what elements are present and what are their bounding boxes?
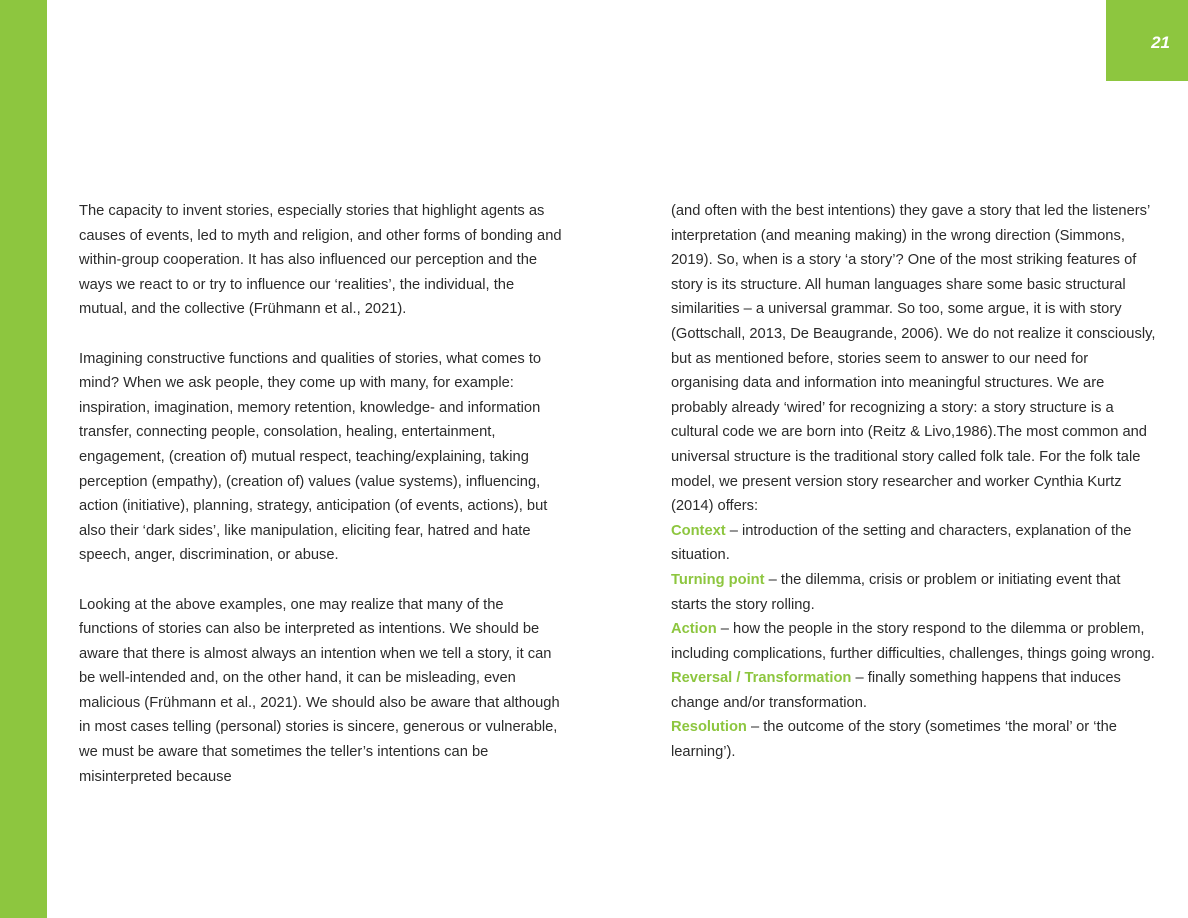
paragraph: The capacity to invent stories, especially stories that highlight agents as causes of events, led to myth and religion, and other forms of bonding and within-group cooperation. It has also influenced our perception and the ways we react to or try to influence our ‘realities’, the individual, the mutual, and the collective (Frühmann et al., 2021). <box>79 203 562 318</box>
side-accent-bar <box>0 0 47 918</box>
story-stage-reversal <box>671 666 1159 715</box>
stage-term: Context <box>671 522 726 539</box>
stage-description: – how the people in the story respond to the dilemma or problem, including complications, further difficulties, challenges, things going wrong. <box>671 621 1155 662</box>
stage-term: Turning point <box>671 571 765 588</box>
paragraph: (and often with the best intentions) they gave a story that led the listeners’ interpretation (and meaning making) in the wrong direction (Simmons, 2019). So, when is a story ‘a story’? One of the most striking features of story is its structure. All human languages share some basic structural similarities – a universal grammar. So too, some argue, it is with story (Gottschall, 2013, De Beaugrande, 2006). We do not realize it consciously, but as mentioned before, stories seem to answer to our need for organising data and information into meaningful structures. We are probably already ‘wired’ for recognizing a story: a story structure is a cultural code we are born into (Reitz & Livo,1986).The most common and universal structure is the traditional story called folk tale. For the folk tale model, we present version story researcher and worker Cynthia Kurtz (2014) offers: <box>671 203 1156 515</box>
page-number: 21 <box>1151 33 1170 52</box>
stage-description: – the dilemma, crisis or problem or initiating event that starts the story rolling. <box>671 571 1121 613</box>
story-stage-context <box>671 519 1159 568</box>
story-stage-turning-point <box>671 568 1159 617</box>
paragraph: Imagining constructive functions and qualities of stories, what comes to mind? When we ask people, they come up with many, for example: inspiration, imagination, memory retention, knowledge- and information transfer, connecting people, consolation, healing, entertainment, engagement, (creation of) mutual respect, teaching/explaining, taking perception (empathy), (creation of) values (value systems), influencing, action (initiative), planning, strategy, anticipation (of events, actions), but also their ‘dark sides’, like manipulation, eliciting fear, hatred and hate speech, anger, discrimination, or abuse. <box>79 350 548 564</box>
stage-description: – introduction of the setting and characters, explanation of the situation. <box>671 522 1132 564</box>
stage-term: Action <box>671 621 717 638</box>
right-column <box>671 199 1159 765</box>
story-stage-action <box>671 617 1159 666</box>
stage-term: Resolution <box>671 719 747 736</box>
paragraph: Looking at the above examples, one may realize that many of the functions of stories can also be interpreted as intentions. We should be aware that there is almost always an intention when we tell a story, it can be well-intended and, on the other hand, it can be misleading, even malicious (Frühmann et al., 2021). We should also be aware that although in most cases telling (personal) stories is sincere, generous or vulnerable, we must be aware that sometimes the teller’s intentions can be misinterpreted because <box>79 596 560 785</box>
stage-term: Reversal / Transformation <box>671 670 852 687</box>
stage-description: – finally something happens that induces change and/or transformation. <box>671 670 1121 711</box>
left-column <box>79 199 565 789</box>
stage-description: – the outcome of the story (sometimes ‘the moral’ or ‘the learning’). <box>671 719 1117 761</box>
page-number-tab <box>1106 0 1188 81</box>
story-stage-resolution <box>671 715 1159 764</box>
